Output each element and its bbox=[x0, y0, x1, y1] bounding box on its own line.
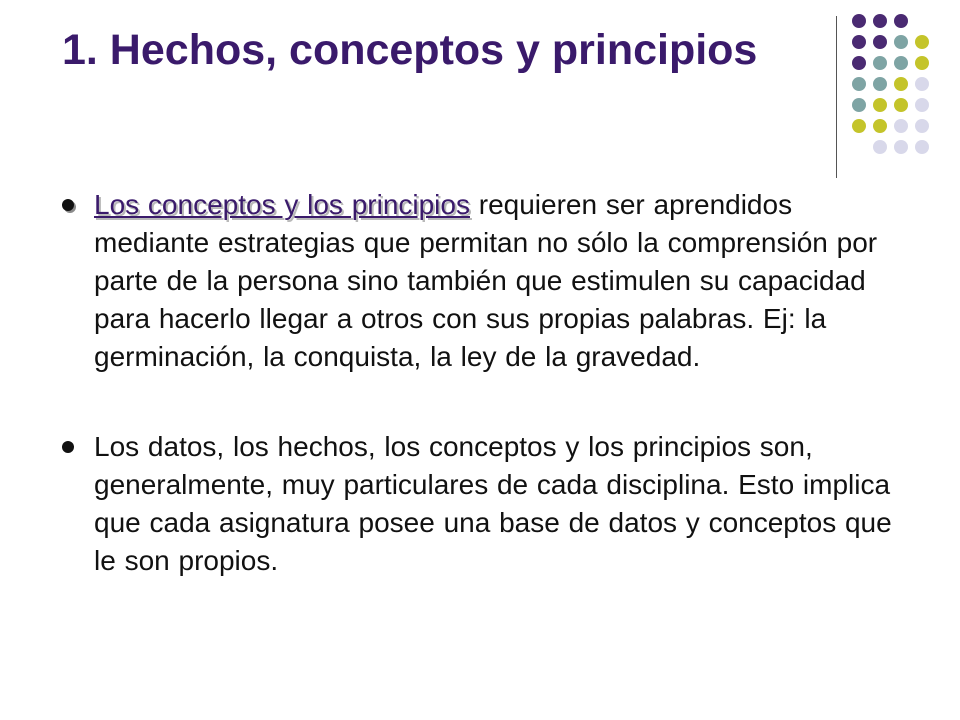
decorative-dot bbox=[915, 35, 929, 49]
bullet-text-2: Los datos, los hechos, los conceptos y los principios son, generalmente, muy particulares de cada disciplina. Esto implica que cada asignatura posee una base de datos y conceptos que le son propios. bbox=[94, 431, 892, 576]
slide-title: 1. Hechos, conceptos y principios bbox=[62, 26, 758, 74]
decorative-dot bbox=[852, 14, 866, 28]
bullet-text-1: requieren ser aprendidos mediante estrategias que permitan no sólo la comprensión por parte de la persona sino también que estimulen su capacidad para hacerlo llegar a otros con sus propias palabras. Ej: la germinación, la conquista, la ley de la gravedad. bbox=[94, 189, 878, 372]
decorative-dot bbox=[852, 77, 866, 91]
bullet-list bbox=[58, 186, 908, 580]
title-divider bbox=[836, 16, 837, 178]
decorative-dot bbox=[894, 56, 908, 70]
decorative-dot bbox=[852, 98, 866, 112]
decorative-dot bbox=[915, 140, 929, 154]
decorative-dot bbox=[894, 35, 908, 49]
decorative-dot bbox=[852, 56, 866, 70]
decorative-dot bbox=[894, 119, 908, 133]
decorative-dot bbox=[915, 56, 929, 70]
decorative-dot bbox=[894, 77, 908, 91]
decorative-dot bbox=[852, 119, 866, 133]
decorative-dot bbox=[915, 119, 929, 133]
decorative-dot bbox=[873, 14, 887, 28]
decorative-dot bbox=[873, 140, 887, 154]
decorative-dot bbox=[894, 14, 908, 28]
bullet-icon bbox=[62, 199, 74, 211]
decorative-dot bbox=[873, 56, 887, 70]
concepts-principles-link[interactable]: Los conceptos y los principios bbox=[94, 189, 470, 220]
decorative-dot bbox=[894, 140, 908, 154]
bullet-item-1 bbox=[58, 186, 908, 376]
decorative-dot bbox=[852, 35, 866, 49]
bullet-icon bbox=[62, 441, 74, 453]
decorative-dot bbox=[873, 98, 887, 112]
decorative-dot bbox=[873, 77, 887, 91]
decorative-dot bbox=[915, 98, 929, 112]
decorative-dot bbox=[873, 119, 887, 133]
decorative-dot bbox=[873, 35, 887, 49]
bullet-item-2 bbox=[58, 428, 908, 580]
decorative-dot bbox=[915, 77, 929, 91]
decorative-dot bbox=[894, 98, 908, 112]
